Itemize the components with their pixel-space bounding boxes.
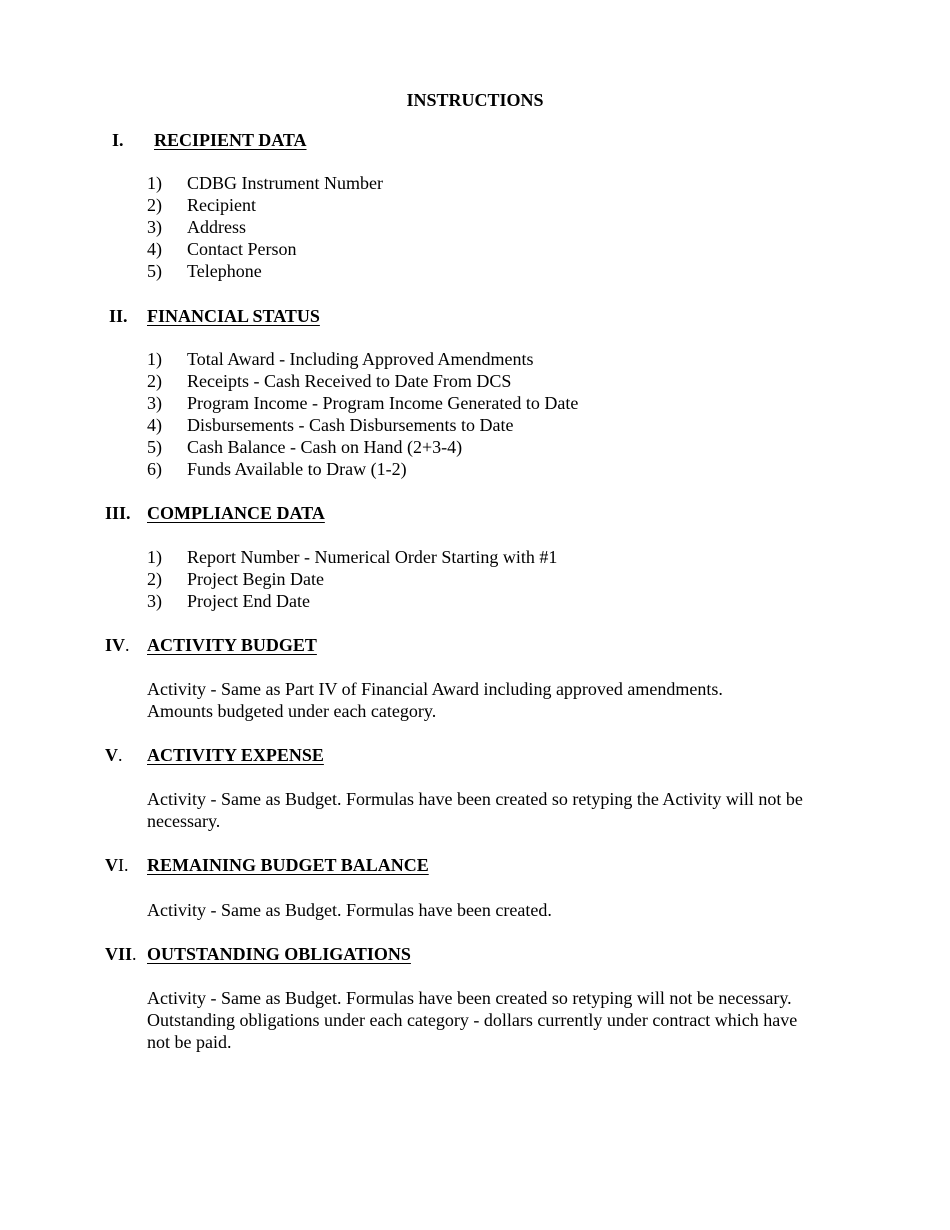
section-heading: FINANCIAL STATUS bbox=[147, 306, 320, 326]
item-number: 3) bbox=[147, 393, 162, 413]
item-number: 4) bbox=[147, 415, 162, 435]
item-number: 2) bbox=[147, 195, 162, 215]
paragraph-line: not be paid. bbox=[147, 1032, 232, 1052]
list-item: CDBG Instrument Number bbox=[187, 173, 383, 193]
item-number: 3) bbox=[147, 217, 162, 237]
list-item: Project End Date bbox=[187, 591, 310, 611]
list-item: Contact Person bbox=[187, 239, 297, 259]
item-number: 2) bbox=[147, 569, 162, 589]
section-heading: RECIPIENT DATA bbox=[154, 130, 307, 150]
item-number: 4) bbox=[147, 239, 162, 259]
section-numeral: I. bbox=[112, 130, 124, 150]
item-number: 5) bbox=[147, 261, 162, 281]
paragraph-line: Outstanding obligations under each category - dollars currently under contract which have bbox=[147, 1010, 798, 1030]
list-item: Program Income - Program Income Generated to Date bbox=[187, 393, 579, 413]
paragraph-line: Amounts budgeted under each category. bbox=[147, 701, 437, 721]
item-number: 1) bbox=[147, 173, 162, 193]
list-item: Telephone bbox=[187, 261, 262, 281]
section-heading: ACTIVITY BUDGET bbox=[147, 635, 317, 655]
paragraph-line: Activity - Same as Part IV of Financial Award including approved amendments. bbox=[147, 679, 723, 699]
list-item: Project Begin Date bbox=[187, 569, 324, 589]
list-item: Address bbox=[187, 217, 246, 237]
list-item: Recipient bbox=[187, 195, 256, 215]
section-heading: COMPLIANCE DATA bbox=[147, 503, 325, 523]
paragraph-line: necessary. bbox=[147, 811, 221, 831]
list-item: Funds Available to Draw (1-2) bbox=[187, 459, 407, 479]
item-number: 3) bbox=[147, 591, 162, 611]
section-numeral: VI. bbox=[105, 855, 129, 875]
list-item: Receipts - Cash Received to Date From DCS bbox=[187, 371, 512, 391]
section-heading: OUTSTANDING OBLIGATIONS bbox=[147, 944, 411, 964]
list-item: Cash Balance - Cash on Hand (2+3-4) bbox=[187, 437, 463, 457]
section-numeral: III. bbox=[105, 503, 131, 523]
section-numeral: VII. bbox=[105, 944, 137, 964]
section-heading: REMAINING BUDGET BALANCE bbox=[147, 855, 429, 875]
paragraph-line: Activity - Same as Budget. Formulas have been created so retyping will not be necessary. bbox=[147, 988, 792, 1008]
list-item: Report Number - Numerical Order Starting with #1 bbox=[187, 547, 558, 567]
list-item: Disbursements - Cash Disbursements to Date bbox=[187, 415, 514, 435]
list-item: Total Award - Including Approved Amendments bbox=[187, 349, 534, 369]
paragraph-line: Activity - Same as Budget. Formulas have been created so retyping the Activity will not be bbox=[147, 789, 803, 809]
section-numeral: IV. bbox=[105, 635, 130, 655]
section-numeral: II. bbox=[109, 306, 128, 326]
section-heading: ACTIVITY EXPENSE bbox=[147, 745, 324, 765]
item-number: 1) bbox=[147, 349, 162, 369]
item-number: 2) bbox=[147, 371, 162, 391]
paragraph-line: Activity - Same as Budget. Formulas have been created. bbox=[147, 900, 552, 920]
section-numeral: V. bbox=[105, 745, 123, 765]
item-number: 1) bbox=[147, 547, 162, 567]
item-number: 5) bbox=[147, 437, 162, 457]
item-number: 6) bbox=[147, 459, 162, 479]
page-title: INSTRUCTIONS bbox=[406, 90, 544, 110]
